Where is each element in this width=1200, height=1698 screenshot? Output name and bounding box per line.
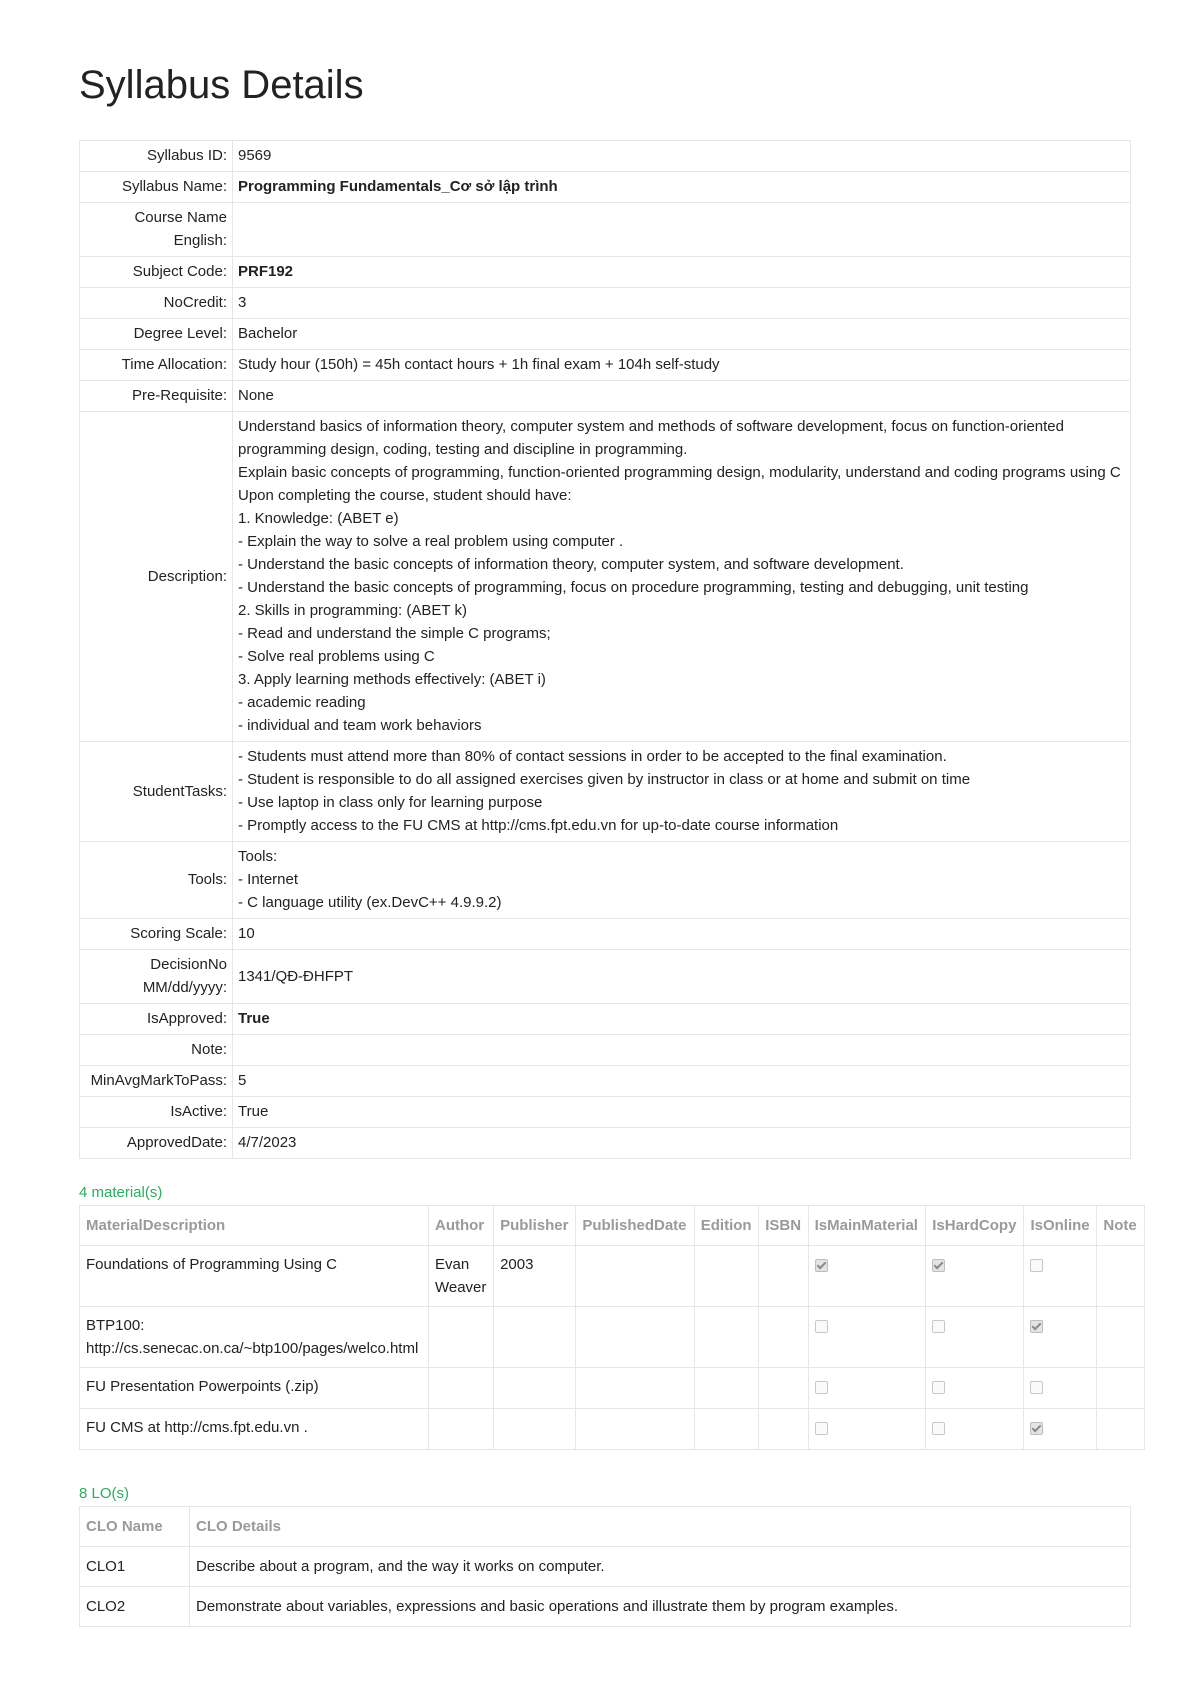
material-publisher: 2003 [494, 1246, 576, 1307]
materials-header-cell: IsMainMaterial [808, 1206, 926, 1246]
detail-row [80, 257, 1131, 288]
syllabus-details-table [79, 140, 1131, 1159]
detail-row [80, 288, 1131, 319]
material-published-date [576, 1307, 694, 1368]
detail-label: Syllabus ID: [80, 141, 233, 172]
detail-row [80, 319, 1131, 350]
detail-value: PRF192 [233, 257, 1131, 288]
detail-row [80, 203, 1131, 257]
lo-header-cell: CLO Details [190, 1507, 1131, 1547]
detail-row [80, 919, 1131, 950]
material-row [80, 1368, 1145, 1409]
materials-header-cell: Author [428, 1206, 493, 1246]
detail-label: NoCredit: [80, 288, 233, 319]
detail-value: Programming Fundamentals_Cơ sở lập trình [233, 172, 1131, 203]
material-is-main-cell [808, 1246, 926, 1307]
material-is-hard-copy-cell [926, 1307, 1024, 1368]
material-is-hard-copy-cell [926, 1246, 1024, 1307]
detail-label: Pre-Requisite: [80, 381, 233, 412]
clo-name: CLO1 [80, 1547, 190, 1587]
detail-row [80, 1097, 1131, 1128]
lo-row [80, 1587, 1131, 1627]
detail-value: Study hour (150h) = 45h contact hours + 1h final exam + 104h self-study [233, 350, 1131, 381]
detail-value [233, 203, 1131, 257]
checkbox[interactable] [815, 1320, 828, 1333]
checkbox[interactable] [932, 1320, 945, 1333]
detail-label: Subject Code: [80, 257, 233, 288]
detail-label: Scoring Scale: [80, 919, 233, 950]
material-edition [694, 1307, 759, 1368]
detail-value: Tools: - Internet - C language utility (ex.DevC++ 4.9.9.2) [233, 842, 1131, 919]
detail-value: Bachelor [233, 319, 1131, 350]
materials-table [79, 1205, 1145, 1450]
detail-value: 5 [233, 1066, 1131, 1097]
lo-header-cell: CLO Name [80, 1507, 190, 1547]
material-description: Foundations of Programming Using C [80, 1246, 429, 1307]
detail-row [80, 141, 1131, 172]
los-title: 8 LO(s) [79, 1485, 130, 1502]
material-note [1097, 1307, 1145, 1368]
material-is-main-cell [808, 1409, 926, 1450]
material-is-online-cell [1024, 1409, 1097, 1450]
detail-row [80, 950, 1131, 1004]
materials-header-cell: IsHardCopy [926, 1206, 1024, 1246]
detail-value: Understand basics of information theory, computer system and methods of software development, focus on function-oriented programming design, coding, testing and discipline in programming. Explain basic concepts of programming, function-oriented programming design, modularity, understand and coding programs using C Upon completing the course, student should have: 1. Knowledge: (ABET e) - Explain the way to solve a real problem using computer . - Understand the basic concepts of information theory, computer system, and software development. - Understand the basic concepts of programming, focus on procedure programming, testing and debugging, unit testing 2. Skills in programming: (ABET k) - Read and understand the simple C programs; - Solve real problems using C 3. Apply learning methods effectively: (ABET i) - academic reading - individual and team work behaviors [233, 412, 1131, 742]
detail-row [80, 1035, 1131, 1066]
materials-header-cell: Note [1097, 1206, 1145, 1246]
detail-row [80, 1128, 1131, 1159]
material-description: BTP100: http://cs.senecac.on.ca/~btp100/pages/welco.html [80, 1307, 429, 1368]
detail-value [233, 1035, 1131, 1066]
checkbox[interactable] [815, 1422, 828, 1435]
material-is-online-cell [1024, 1368, 1097, 1409]
detail-value: True [233, 1097, 1131, 1128]
detail-label: MinAvgMarkToPass: [80, 1066, 233, 1097]
checkbox[interactable] [815, 1381, 828, 1394]
material-is-main-cell [808, 1368, 926, 1409]
detail-label: IsActive: [80, 1097, 233, 1128]
checkbox[interactable] [1030, 1320, 1043, 1333]
detail-value: 9569 [233, 141, 1131, 172]
materials-header-cell: IsOnline [1024, 1206, 1097, 1246]
material-row [80, 1246, 1145, 1307]
detail-row [80, 1066, 1131, 1097]
detail-label: Tools: [80, 842, 233, 919]
materials-header-cell: MaterialDescription [80, 1206, 429, 1246]
checkbox[interactable] [932, 1381, 945, 1394]
material-edition [694, 1409, 759, 1450]
material-publisher [494, 1307, 576, 1368]
material-note [1097, 1246, 1145, 1307]
material-edition [694, 1368, 759, 1409]
materials-header-cell: ISBN [759, 1206, 808, 1246]
material-published-date [576, 1409, 694, 1450]
clo-details: Demonstrate about variables, expressions and basic operations and illustrate them by program examples. [190, 1587, 1131, 1627]
detail-value: True [233, 1004, 1131, 1035]
detail-label: Course Name English: [80, 203, 233, 257]
material-is-hard-copy-cell [926, 1409, 1024, 1450]
material-author [428, 1368, 493, 1409]
material-note [1097, 1409, 1145, 1450]
detail-row [80, 742, 1131, 842]
material-isbn [759, 1246, 808, 1307]
clo-details: Describe about a program, and the way it works on computer. [190, 1547, 1131, 1587]
detail-label: IsApproved: [80, 1004, 233, 1035]
detail-row [80, 350, 1131, 381]
clo-name: CLO2 [80, 1587, 190, 1627]
detail-label: ApprovedDate: [80, 1128, 233, 1159]
detail-label: Note: [80, 1035, 233, 1066]
material-publisher [494, 1368, 576, 1409]
detail-value: None [233, 381, 1131, 412]
detail-row [80, 412, 1131, 742]
detail-label: DecisionNo MM/dd/yyyy: [80, 950, 233, 1004]
los-table [79, 1506, 1131, 1627]
material-isbn [759, 1368, 808, 1409]
checkbox[interactable] [815, 1259, 828, 1272]
detail-label: StudentTasks: [80, 742, 233, 842]
material-publisher [494, 1409, 576, 1450]
materials-header-cell: Publisher [494, 1206, 576, 1246]
materials-header-cell: Edition [694, 1206, 759, 1246]
material-row [80, 1409, 1145, 1450]
detail-label: Description: [80, 412, 233, 742]
material-published-date [576, 1246, 694, 1307]
material-author: Evan Weaver [428, 1246, 493, 1307]
detail-row [80, 1004, 1131, 1035]
material-is-main-cell [808, 1307, 926, 1368]
material-description: FU Presentation Powerpoints (.zip) [80, 1368, 429, 1409]
lo-row [80, 1547, 1131, 1587]
materials-title: 4 material(s) [79, 1184, 163, 1201]
material-is-online-cell [1024, 1246, 1097, 1307]
detail-row [80, 842, 1131, 919]
detail-label: Time Allocation: [80, 350, 233, 381]
detail-value: 3 [233, 288, 1131, 319]
detail-value: 4/7/2023 [233, 1128, 1131, 1159]
detail-label: Syllabus Name: [80, 172, 233, 203]
material-note [1097, 1368, 1145, 1409]
checkbox[interactable] [932, 1422, 945, 1435]
detail-value: 10 [233, 919, 1131, 950]
material-row [80, 1307, 1145, 1368]
material-edition [694, 1246, 759, 1307]
checkbox[interactable] [1030, 1381, 1043, 1394]
checkbox[interactable] [1030, 1422, 1043, 1435]
material-isbn [759, 1307, 808, 1368]
material-description: FU CMS at http://cms.fpt.edu.vn . [80, 1409, 429, 1450]
detail-row [80, 172, 1131, 203]
material-isbn [759, 1409, 808, 1450]
material-is-online-cell [1024, 1307, 1097, 1368]
material-author [428, 1409, 493, 1450]
detail-value: 1341/QĐ-ĐHFPT [233, 950, 1131, 1004]
material-author [428, 1307, 493, 1368]
material-is-hard-copy-cell [926, 1368, 1024, 1409]
checkbox[interactable] [1030, 1259, 1043, 1272]
materials-header-cell: PublishedDate [576, 1206, 694, 1246]
page-title: Syllabus Details [79, 63, 364, 107]
detail-value: - Students must attend more than 80% of contact sessions in order to be accepted to the final examination. - Student is responsible to do all assigned exercises given by instructor in class or at home and submit on time - Use laptop in class only for learning purpose - Promptly access to the FU CMS at http://cms.fpt.edu.vn for up-to-date course information [233, 742, 1131, 842]
material-published-date [576, 1368, 694, 1409]
checkbox[interactable] [932, 1259, 945, 1272]
detail-row [80, 381, 1131, 412]
detail-label: Degree Level: [80, 319, 233, 350]
